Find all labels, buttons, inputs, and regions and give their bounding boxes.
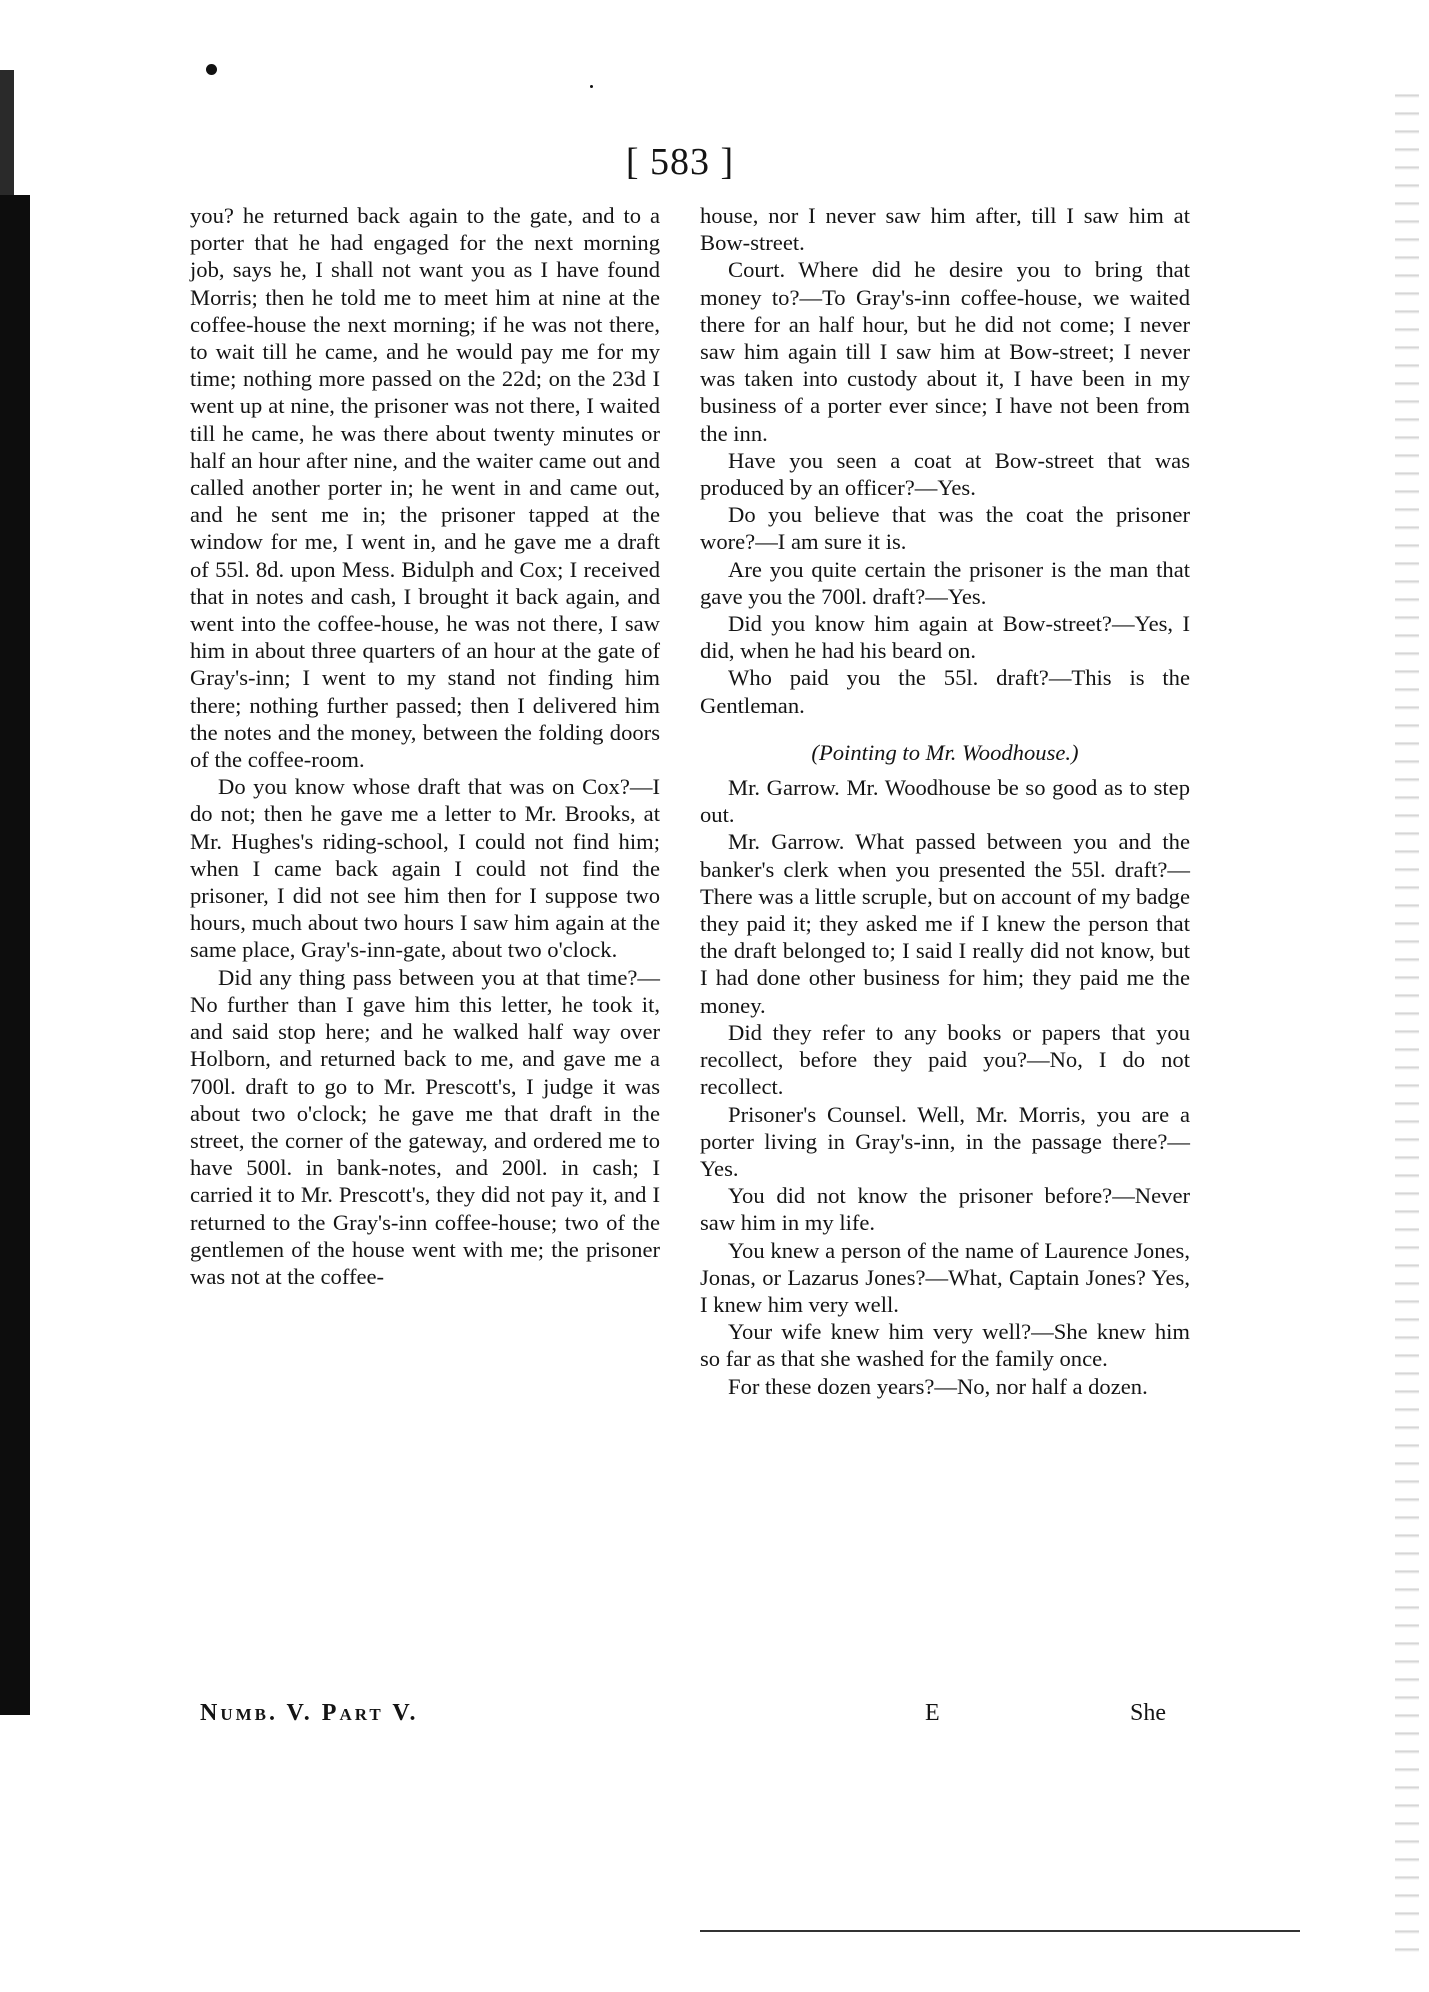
- paragraph: Mr. Garrow. What passed between you and the banker's clerk when you presented the 55l. draft?—There was a little scruple, but on account of my badge they paid it; they asked me if I knew the person that the draft belonged to; I said I really did not know, but I had done other business for him; they paid me the money.: [700, 829, 1190, 1018]
- paragraph: Prisoner's Counsel. Well, Mr. Morris, you are a porter living in Gray's-inn, in the passage there?—Yes.: [700, 1101, 1190, 1181]
- paragraph: For these dozen years?—No, nor half a dozen.: [728, 1373, 1148, 1399]
- left-column: [190, 202, 660, 1290]
- signature-mark: Numb. V. Part V.: [200, 1700, 419, 1726]
- gathering-mark: E: [925, 1700, 940, 1726]
- stage-direction: (Pointing to Mr. Woodhouse.): [811, 739, 1079, 765]
- bottom-rule: [700, 1930, 1300, 1932]
- paragraph: Do you believe that was the coat the prisoner wore?—I am sure it is.: [700, 502, 1190, 555]
- ink-speck: [206, 64, 217, 75]
- paragraph: you? he returned back again to the gate, and to a porter that he had engaged for the next morning job, says he, I shall not want you as I have found Morris; then he told me to meet him at nine at the coffee-house the next morning; if he was not there, to wait till he came, and he would pay me for my time; nothing more passed on the 22d; on the 23d I went up at nine, the prisoner was not there, I waited till he came, he was there about twenty minutes or half an hour after nine, and the waiter came out and called another porter in; he went in and came out, and he sent me in; the prisoner tapped at the window for me, I went in, and he gave me a draft of 55l. 8d. upon Mess. Bidulph and Cox; I received that in notes and cash, I brought it back again, and went into the coffee-house, he was not there, I saw him in about three quarters of an hour at the gate of Gray's-inn; I went to my stand not finding him there; nothing further passed; then I delivered him the notes and the money, between the folding doors of the coffee-room.: [190, 203, 660, 773]
- paragraph: Do you know whose draft that was on Cox?—I do not; then he gave me a letter to Mr. Brooks, at Mr. Hughes's riding-school, I could not find him; when I came back again I could not find the prisoner, I did not see him then for I suppose two hours, much about two hours I saw him again at the same place, Gray's-inn-gate, about two o'clock.: [190, 774, 660, 963]
- page-footer: [190, 1700, 1190, 1732]
- ink-speck: [590, 85, 593, 88]
- paragraph: Did any thing pass between you at that time?—No further than I gave him this letter, he took it, and said stop here; and he walked half way over Holborn, and returned back to me, and gave me a 700l. draft to go to Mr. Prescott's, I judge it was about two o'clock; he gave me that draft in the street, the corner of the gateway, and ordered me to have 500l. in bank-notes, and 200l. in cash; I carried it to Mr. Prescott's, they did not pay it, and I returned to the Gray's-inn coffee-house; two of the gentlemen of the house went with me; the prisoner was not at the coffee-: [190, 964, 660, 1289]
- right-column: [700, 202, 1190, 1400]
- paragraph: You did not know the prisoner before?—Never saw him in my life.: [700, 1183, 1190, 1236]
- catchword: She: [1130, 1700, 1166, 1726]
- paragraph: Are you quite certain the prisoner is the man that gave you the 700l. draft?—Yes.: [700, 556, 1190, 609]
- paragraph: Mr. Garrow. Mr. Woodhouse be so good as to step out.: [700, 775, 1190, 828]
- paragraph: house, nor I never saw him after, till I saw him at Bow-street.: [700, 203, 1190, 256]
- binding-shadow-top: [0, 70, 14, 195]
- paragraph: You knew a person of the name of Laurence Jones, Jonas, or Lazarus Jones?—What, Captain Jones? Yes, I knew him very well.: [700, 1237, 1190, 1317]
- paragraph: Have you seen a coat at Bow-street that was produced by an officer?—Yes.: [700, 447, 1190, 501]
- paragraph: Your wife knew him very well?—She knew him so far as that she washed for the family once.: [700, 1319, 1190, 1372]
- paragraph: Did you know him again at Bow-street?—Yes, I did, when he had his beard on.: [700, 611, 1190, 664]
- paragraph: Did they refer to any books or papers that you recollect, before they paid you?—No, I do not recollect.: [700, 1019, 1190, 1100]
- page-number: [ 583 ]: [625, 141, 735, 183]
- paragraph: Court. Where did he desire you to bring that money to?—To Gray's-inn coffee-house, we waited there for an half hour, but he did not come; I never saw him again till I saw him at Bow-street; I never was taken into custody about it, I have been in my business of a porter ever since; I have not been from the inn.: [700, 257, 1190, 446]
- paragraph: Who paid you the 55l. draft?—This is the Gentleman.: [700, 665, 1190, 718]
- page-edge-scan-noise: [1395, 80, 1419, 1960]
- binding-shadow: [0, 195, 30, 1715]
